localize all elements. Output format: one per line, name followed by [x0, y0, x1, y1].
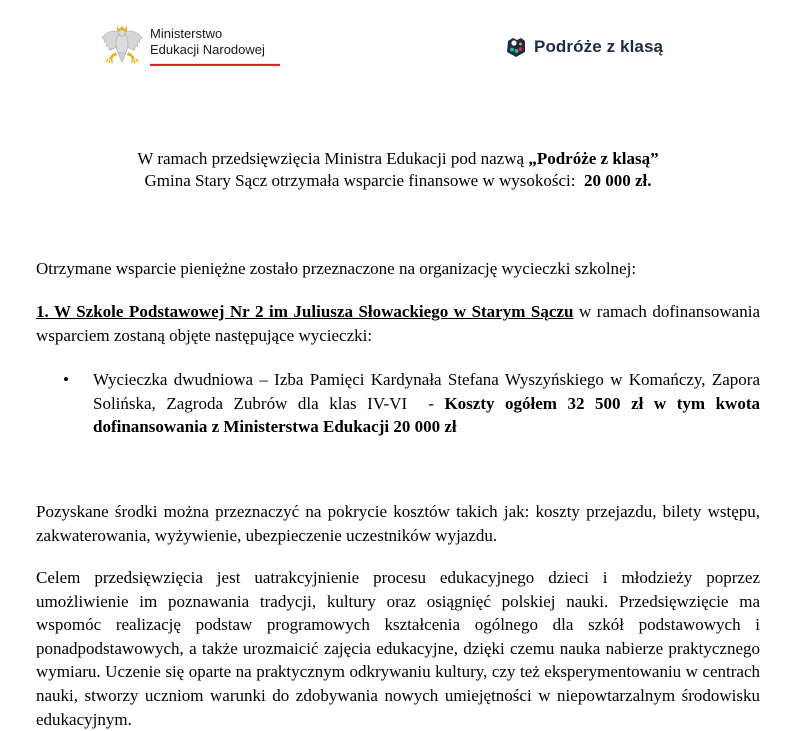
eligible-costs-paragraph: Pozyskane środki można przeznaczyć na pokrycie kosztów takich jak: koszty przejazdu, bilety wstępu, zakwaterowania, wyżywienie, ubezpieczenie uczestników wyjazdu. — [36, 502, 760, 545]
program-logo — [505, 36, 663, 58]
funding-amount: 20 000 zł. — [584, 171, 652, 190]
program-name: „Podróże z klasą” — [528, 149, 659, 168]
polish-eagle-emblem-icon — [100, 22, 144, 68]
ministry-flag-bar — [150, 63, 280, 66]
intro-line-1-text: W ramach przedsięwzięcia Ministra Edukacji pod nazwą — [137, 149, 529, 168]
received-support-paragraph: Otrzymane wsparcie pieniężne zostało przeznaczone na organizację wycieczki szkolnej: — [36, 259, 637, 278]
ministry-name-line2: Edukacji Narodowej — [150, 42, 265, 57]
intro-line-2 — [0, 170, 796, 192]
trip-description: Wycieczka dwudniowa – Izba Pamięci Kardynała Stefana Wyszyńskiego w Komańczy, Zapora Solińska, Zagroda Zubrów dla klas IV-VI - — [93, 370, 765, 413]
ministry-name — [150, 22, 280, 66]
intro-line-2-text: Gmina Stary Sącz otrzymała wsparcie finansowe w wysokości: — [144, 171, 584, 190]
trip-list-item — [93, 368, 765, 439]
school-name: 1. W Szkole Podstawowej Nr 2 im Juliusza Słowackiego w Starym Sączu — [36, 302, 574, 321]
program-logo-text: Podróże z klasą — [534, 37, 664, 56]
ministry-logo — [100, 22, 280, 68]
intro-line-1 — [0, 148, 796, 170]
school-paragraph — [36, 300, 760, 347]
podroze-z-klasa-logo-icon — [505, 36, 527, 58]
bullet-icon: • — [63, 370, 69, 389]
school-paragraph-rest: w ramach dofinansowania wsparciem zostaną objęte następujące wycieczki: — [36, 302, 760, 345]
program-goal-paragraph: Celem przedsięwzięcia jest uatrakcyjnienie procesu edukacyjnego dzieci i młodzieży poprzez umożliwienie im poznawania tradycji, kultury oraz osiągnięć polskiej nauki. Przedsięwzięcie ma wspomóc realizację podstaw programowych kształcenia ogólnego dla szkół podstawowych i ponadpodstawowych, a także urozmaicić zajęcia edukacyjne, dzięki czemu nauka nabierze praktycznego wymiaru. Uczenie się oparte na praktycznym odkrywaniu kultury, czy też eksperymentowaniu w centrach nauki, stworzy uczniom warunki do zdobywania nowych umiejętności w niepowtarzalnym środowisku edukacyjnym. — [36, 568, 760, 729]
trip-costs: Koszty ogółem 32 500 zł w tym kwota dofinansowania z Ministerstwa Edukacji 20 000 zł — [93, 393, 760, 437]
ministry-name-line1: Ministerstwo — [150, 26, 223, 41]
trip-list — [36, 368, 765, 439]
